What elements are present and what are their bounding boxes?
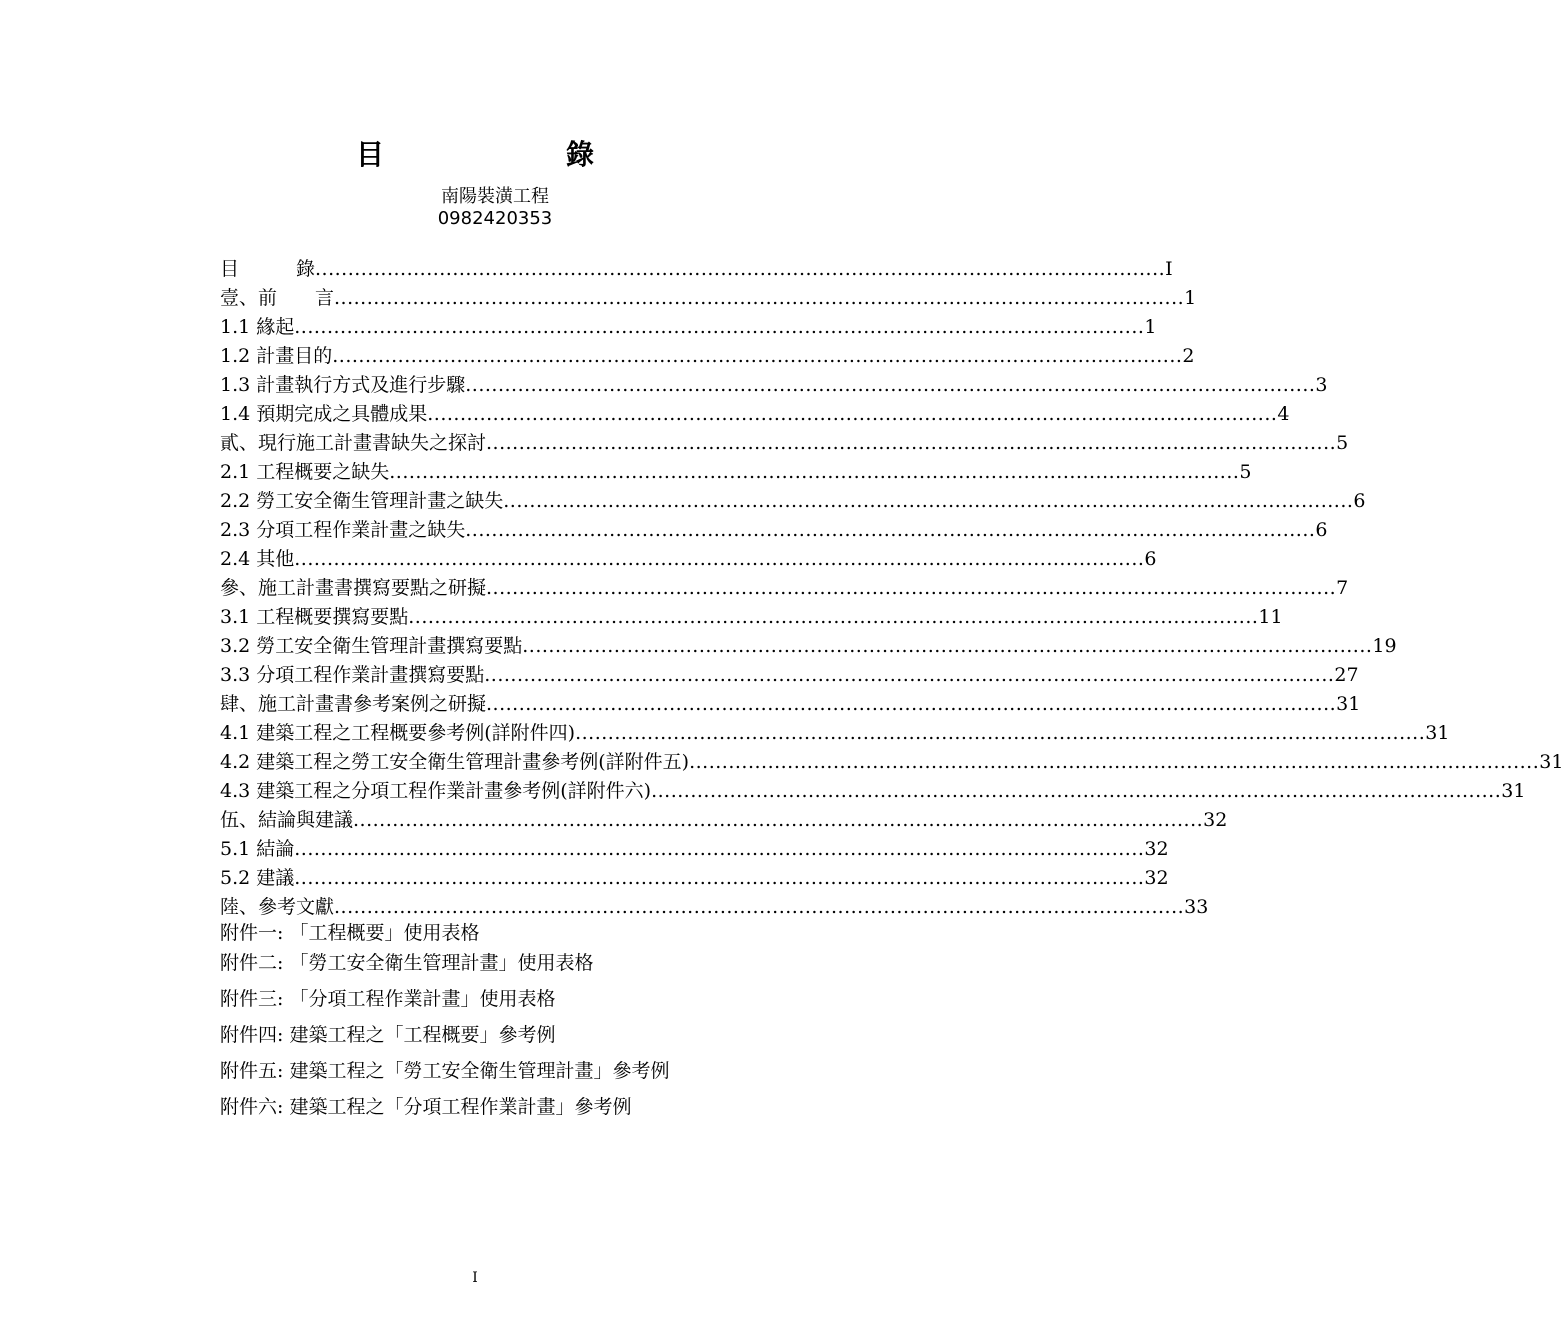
toc-entry[interactable]	[220, 369, 1328, 398]
toc-entry-page: 2	[1182, 345, 1195, 367]
toc-dot-leader: ..................................................................................................................................	[575, 722, 1426, 744]
toc-dot-leader: ..................................................................................................................................	[484, 664, 1335, 686]
toc-entry-page: 6	[1315, 519, 1328, 541]
toc-entry[interactable]	[220, 456, 1252, 485]
toc-dot-leader: ..................................................................................................................................	[427, 403, 1278, 425]
toc-entry-page: 31	[1425, 722, 1450, 744]
toc-entry-label: 2.2 勞工安全衛生管理計畫之缺失	[220, 490, 504, 512]
toc-dot-leader: ..................................................................................................................................	[294, 867, 1145, 889]
toc-entry-label: 5.1 結論	[220, 838, 295, 860]
toc-entry-label: 參、施工計畫書撰寫要點之研擬	[220, 577, 487, 599]
toc-entry[interactable]	[220, 891, 1209, 920]
toc-entry-label: 3.1 工程概要撰寫要點	[220, 606, 409, 628]
toc-entry[interactable]	[220, 253, 1173, 282]
title-char-2: 錄	[566, 138, 595, 171]
toc-entry-label: 陸、參考文獻	[220, 896, 335, 918]
toc-entry-label: 2.1 工程概要之缺失	[220, 461, 390, 483]
toc-entry-page: 3	[1315, 374, 1328, 396]
toc-dot-leader: ..................................................................................................................................	[315, 258, 1166, 280]
toc-entry-label: 2.3 分項工程作業計畫之缺失	[220, 519, 466, 541]
toc-entry-page: 32	[1203, 809, 1228, 831]
toc-entry[interactable]	[220, 833, 1169, 862]
toc-entry-label: 肆、施工計畫書參考案例之研擬	[220, 693, 487, 715]
toc-entry-page: 32	[1144, 838, 1169, 860]
toc-entry-page: 1	[1184, 287, 1197, 309]
company-phone: 0982420353	[437, 208, 553, 229]
toc-entry-label: 壹、前 言	[220, 287, 335, 309]
toc-dot-leader: ..................................................................................................................................	[651, 780, 1502, 802]
toc-entry-page: 6	[1353, 490, 1366, 512]
company-block	[0, 186, 990, 230]
toc-entry[interactable]	[220, 514, 1328, 543]
toc-dot-leader: ..................................................................................................................................	[486, 693, 1337, 715]
toc-entry[interactable]	[220, 862, 1169, 891]
toc-entry[interactable]	[220, 630, 1397, 659]
toc-entry-page: 19	[1372, 635, 1397, 657]
toc-dot-leader: ..................................................................................................................................	[353, 809, 1204, 831]
toc-dot-leader: ..................................................................................................................................	[334, 287, 1185, 309]
toc-entry-page: 4	[1277, 403, 1290, 425]
toc-dot-leader: ..................................................................................................................................	[486, 577, 1337, 599]
page-number: I	[472, 1270, 478, 1286]
toc-entry-page: 31	[1539, 751, 1563, 773]
toc-entry[interactable]	[220, 398, 1290, 427]
toc-entry[interactable]	[220, 601, 1283, 630]
toc-entry-page: 11	[1258, 606, 1283, 628]
toc-entry-page: 7	[1336, 577, 1349, 599]
annex-item: 附件六: 建築工程之「分項工程作業計畫」參考例	[220, 1096, 632, 1118]
toc-dot-leader: ..................................................................................................................................	[689, 751, 1540, 773]
toc-entry-page: 33	[1184, 896, 1209, 918]
toc-entry-page: 31	[1501, 780, 1526, 802]
toc-entry[interactable]	[220, 427, 1349, 456]
toc-entry[interactable]	[220, 775, 1526, 804]
toc-dot-leader: ..................................................................................................................................	[503, 490, 1354, 512]
toc-entry-label: 目 錄	[220, 258, 316, 280]
annex-item: 附件三: 「分項工程作業計畫」使用表格	[220, 988, 556, 1010]
toc-dot-leader: ..................................................................................................................................	[294, 316, 1145, 338]
toc-entry[interactable]	[220, 485, 1366, 514]
toc-entry-label: 1.3 計畫執行方式及進行步驟	[220, 374, 466, 396]
toc-entry[interactable]	[220, 804, 1228, 833]
toc-entry-label: 1.4 預期完成之具體成果	[220, 403, 428, 425]
toc-dot-leader: ..................................................................................................................................	[334, 896, 1185, 918]
company-name: 南陽裝潢工程	[441, 186, 549, 207]
toc-entry-page: I	[1165, 258, 1173, 280]
toc-entry-page: 5	[1239, 461, 1252, 483]
toc-dot-leader: ..................................................................................................................................	[465, 374, 1316, 396]
toc-entry-label: 1.2 計畫目的	[220, 345, 333, 367]
toc-entry-label: 5.2 建議	[220, 867, 295, 889]
toc-entry-label: 4.3 建築工程之分項工程作業計畫參考例(詳附件六)	[220, 780, 652, 802]
toc-entry-page: 5	[1336, 432, 1349, 454]
toc-dot-leader: ..................................................................................................................................	[294, 548, 1145, 570]
page-title	[0, 133, 950, 173]
toc-entry-label: 貳、現行施工計畫書缺失之探討	[220, 432, 487, 454]
toc-entry-label: 伍、結論與建議	[220, 809, 354, 831]
toc-dot-leader: ..................................................................................................................................	[408, 606, 1259, 628]
toc-dot-leader: ..................................................................................................................................	[332, 345, 1183, 367]
toc-entry[interactable]	[220, 746, 1563, 775]
annex-item: 附件二: 「勞工安全衛生管理計畫」使用表格	[220, 952, 594, 974]
toc-dot-leader: ..................................................................................................................................	[486, 432, 1337, 454]
toc-dot-leader: ..................................................................................................................................	[465, 519, 1316, 541]
toc-entry[interactable]	[220, 572, 1349, 601]
table-of-contents	[220, 253, 1563, 920]
toc-dot-leader: ..................................................................................................................................	[522, 635, 1373, 657]
toc-entry[interactable]	[220, 311, 1157, 340]
toc-entry-label: 4.1 建築工程之工程概要參考例(詳附件四)	[220, 722, 576, 744]
toc-entry-label: 3.3 分項工程作業計畫撰寫要點	[220, 664, 485, 686]
toc-entry-label: 3.2 勞工安全衛生管理計畫撰寫要點	[220, 635, 523, 657]
annex-item: 附件一: 「工程概要」使用表格	[220, 922, 480, 944]
toc-entry-label: 2.4 其他	[220, 548, 295, 570]
toc-entry[interactable]	[220, 659, 1359, 688]
toc-dot-leader: ..................................................................................................................................	[294, 838, 1145, 860]
toc-entry-page: 1	[1144, 316, 1157, 338]
toc-dot-leader: ..................................................................................................................................	[389, 461, 1240, 483]
toc-entry-page: 27	[1334, 664, 1359, 686]
toc-entry-page: 6	[1144, 548, 1157, 570]
toc-entry-page: 31	[1336, 693, 1361, 715]
toc-entry-page: 32	[1144, 867, 1169, 889]
toc-entry[interactable]	[220, 717, 1450, 746]
toc-entry[interactable]	[220, 543, 1157, 572]
annex-item: 附件五: 建築工程之「勞工安全衛生管理計畫」參考例	[220, 1060, 670, 1082]
toc-entry-label: 1.1 緣起	[220, 316, 295, 338]
toc-entry-label: 4.2 建築工程之勞工安全衛生管理計畫參考例(詳附件五)	[220, 751, 690, 773]
toc-entry[interactable]	[220, 688, 1361, 717]
title-char-1: 目	[355, 138, 384, 171]
annex-item: 附件四: 建築工程之「工程概要」參考例	[220, 1024, 556, 1046]
toc-entry[interactable]	[220, 282, 1197, 311]
toc-entry[interactable]	[220, 340, 1195, 369]
